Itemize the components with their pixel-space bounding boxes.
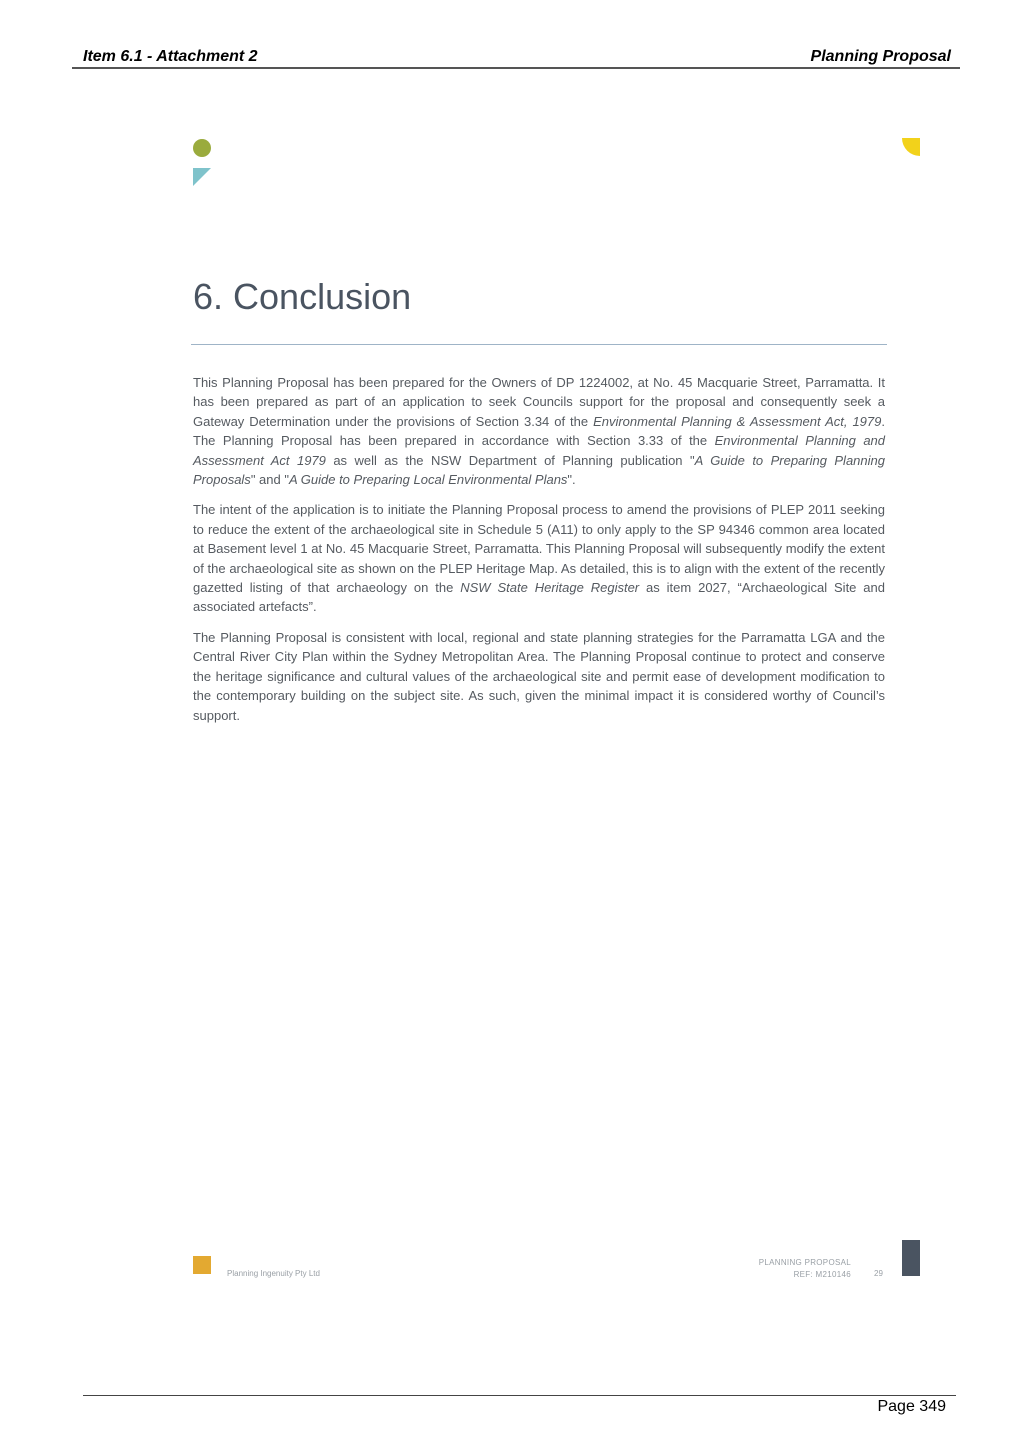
title-divider [191, 344, 887, 345]
p2-text-2: as item 2027, “Archaeological Site and associated artefacts”. [193, 580, 885, 615]
footer-company-name: Planning Ingenuity Pty Ltd [227, 1269, 320, 1278]
footer-doc-type: PLANNING PROPOSAL [758, 1258, 851, 1267]
p1-text-1: This Planning Proposal has been prepared for the Owners of DP 1224002, at No. 45 Macquarie Street, Parramatta. It has been prepared as part of an application to seek Councils support for the proposal and consequently seek a Gateway Determination under the provisions of Section 3.34 of the [193, 375, 885, 429]
paragraph-2 [193, 500, 885, 616]
yellow-quarter-circle-decoration [902, 138, 920, 156]
paragraph-1 [193, 373, 885, 489]
page-number: Page 349 [877, 1398, 946, 1415]
header-divider [72, 67, 960, 69]
orange-square-logo [193, 1256, 211, 1274]
section-title: 6. Conclusion [193, 276, 412, 317]
header-document-title: Planning Proposal [810, 48, 951, 65]
teal-triangle-decoration [193, 168, 211, 186]
footer-divider [83, 1395, 956, 1396]
p1-text-4: " and " [250, 472, 289, 488]
olive-circle-decoration [193, 139, 211, 157]
body-text [193, 373, 885, 736]
footer-slate-bar [902, 1240, 920, 1276]
paragraph-3: The Planning Proposal is consistent with local, regional and state planning strategies for the Parramatta LGA and the Central River City Plan within the Sydney Metropolitan Area. The Planning Proposal continue to protect and conserve the heritage significance and cultural values of the archaeological site and permit ease of development modification to the contemporary building on the subject site. As such, given the minimal impact it is considered worthy of Council’s support. [193, 629, 885, 723]
p1-text-5: ". [567, 472, 576, 488]
p2-register-reference: NSW State Heritage Register [460, 580, 640, 596]
p2-text-1: The intent of the application is to initiate the Planning Proposal process to amend the provisions of PLEP 2011 seeking to reduce the extent of the archaeological site in Schedule 5 (A11) to only apply to the SP 94346 common area located at Basement level 1 at No. 45 Macquarie Street, Parramatta. This Planning Proposal will subsequently modify the extent of the archaeological site as shown on the PLEP Heritage Map. As detailed, this is to align with the extent of the recently gazetted listing of that archaeology on the [193, 502, 885, 596]
p1-guide-reference-1: A Guide to Preparing Planning Proposals [193, 452, 885, 488]
footer-document-page: 29 [874, 1269, 883, 1278]
footer-reference: REF: M210146 [793, 1270, 851, 1279]
p1-text-2: . The Planning Proposal has been prepared in accordance with Section 3.33 of the [193, 413, 885, 449]
footer-document-label [759, 1257, 851, 1281]
p1-guide-reference-2: A Guide to Preparing Local Environmental Plans [288, 472, 568, 488]
p1-text-3: as well as the NSW Department of Planning publication " [325, 452, 695, 468]
header-attachment-label: Item 6.1 - Attachment 2 [83, 48, 258, 65]
p1-act-reference-1: Environmental Planning & Assessment Act, 1979 [593, 413, 882, 429]
p1-act-reference-2: Environmental Planning and Assessment Act 1979 [193, 433, 886, 468]
